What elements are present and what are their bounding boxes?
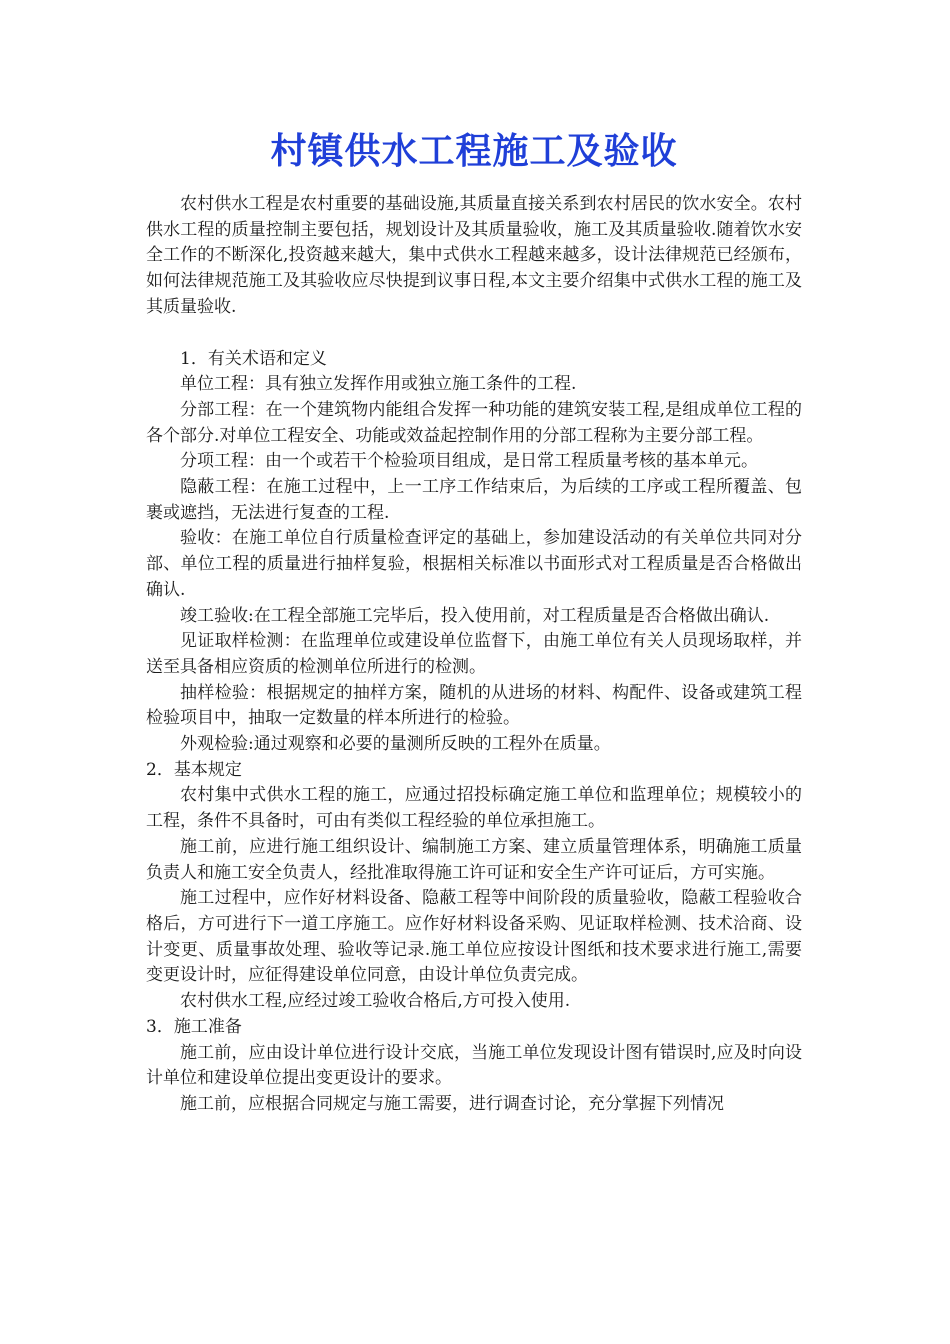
definition-unit-project: 单位工程：具有独立发挥作用或独立施工条件的工程. [180, 374, 577, 395]
section-2-paragraph: 农村供水工程,应经过竣工验收合格后,方可投入使用. [180, 991, 571, 1012]
section-3-paragraph: 施工前，应由设计单位进行设计交底，当施工单位发现设计图有错误时,应及时向设计单位和建设单位提出变更设计的要求。 [146, 1042, 802, 1089]
definition-concealed-project: 隐蔽工程：在施工过程中，上一工序工作结束后，为后续的工序或工程所覆盖、包裹或遮挡，无法进行复查的工程. [146, 477, 802, 523]
definition-visual-inspection: 外观检验:通过观察和必要的量测所反映的工程外在质量。 [180, 734, 611, 755]
definition-witness-sampling: 见证取样检测：在监理单位或建设单位监督下，由施工单位有关人员现场取样，并送至具备相应资质的检测单位所进行的检测。 [146, 631, 802, 677]
paragraph-gap [146, 321, 802, 347]
section-3-paragraph: 施工前，应根据合同规定与施工需要，进行调查讨论，充分掌握下列情况 [180, 1093, 724, 1114]
document-page [146, 126, 802, 1118]
intro-paragraph: 农村供水工程是农村重要的基础设施,其质量直接关系到农村居民的饮水安全。农村供水工程的质量控制主要包括，规划设计及其质量验收，施工及其质量验收.随着饮水安全工作的不断深化,投资越来越大，集中式供水工程越来越多，设计法律规范已经颁布，如何法律规范施工及其验收应尽快提到议事日程,本文主要介绍集中式供水工程的施工及其质量验收. [146, 194, 802, 317]
section-2-paragraph: 施工过程中，应作好材料设备、隐蔽工程等中间阶段的质量验收，隐蔽工程验收合格后，方可进行下一道工序施工。应作好材料设备采购、见证取样检测、技术洽商、设计变更、质量事故处理、验收等记录.施工单位应按设计图纸和技术要求进行施工,需要变更设计时，应征得建设单位同意，由设计单位负责完成。 [146, 888, 802, 986]
definition-item-project: 分项工程：由一个或若干个检验项目组成，是日常工程质量考核的基本单元。 [180, 451, 758, 472]
section-2-heading: 2．基本规定 [146, 759, 242, 780]
definition-sub-project: 分部工程：在一个建筑物内能组合发挥一种功能的建筑安装工程,是组成单位工程的各个部分.对单位工程安全、功能或效益起控制作用的分部工程称为主要分部工程。 [146, 399, 802, 446]
section-1-heading: 1．有关术语和定义 [180, 348, 327, 369]
section-3-heading: 3．施工准备 [146, 1016, 242, 1037]
definition-sampling-inspection: 抽样检验：根据规定的抽样方案，随机的从进场的材料、构配件、设备或建筑工程检验项目中，抽取一定数量的样本所进行的检验。 [146, 682, 802, 729]
section-2-paragraph: 农村集中式供水工程的施工，应通过招投标确定施工单位和监理单位；规模较小的工程，条件不具备时，可由有类似工程经验的单位承担施工。 [146, 785, 802, 832]
document-title: 村镇供水工程施工及验收 [270, 131, 678, 172]
section-2-paragraph: 施工前，应进行施工组织设计、编制施工方案、建立质量管理体系，明确施工质量负责人和施工安全负责人，经批准取得施工许可证和安全生产许可证后，方可实施。 [146, 836, 802, 883]
definition-completion-acceptance: 竣工验收:在工程全部施工完毕后，投入使用前，对工程质量是否合格做出确认. [180, 605, 770, 626]
definition-acceptance: 验收：在施工单位自行质量检查评定的基础上，参加建设活动的有关单位共同对分部、单位工程的质量进行抽样复验，根据相关标准以书面形式对工程质量是否合格做出确认. [146, 528, 802, 600]
